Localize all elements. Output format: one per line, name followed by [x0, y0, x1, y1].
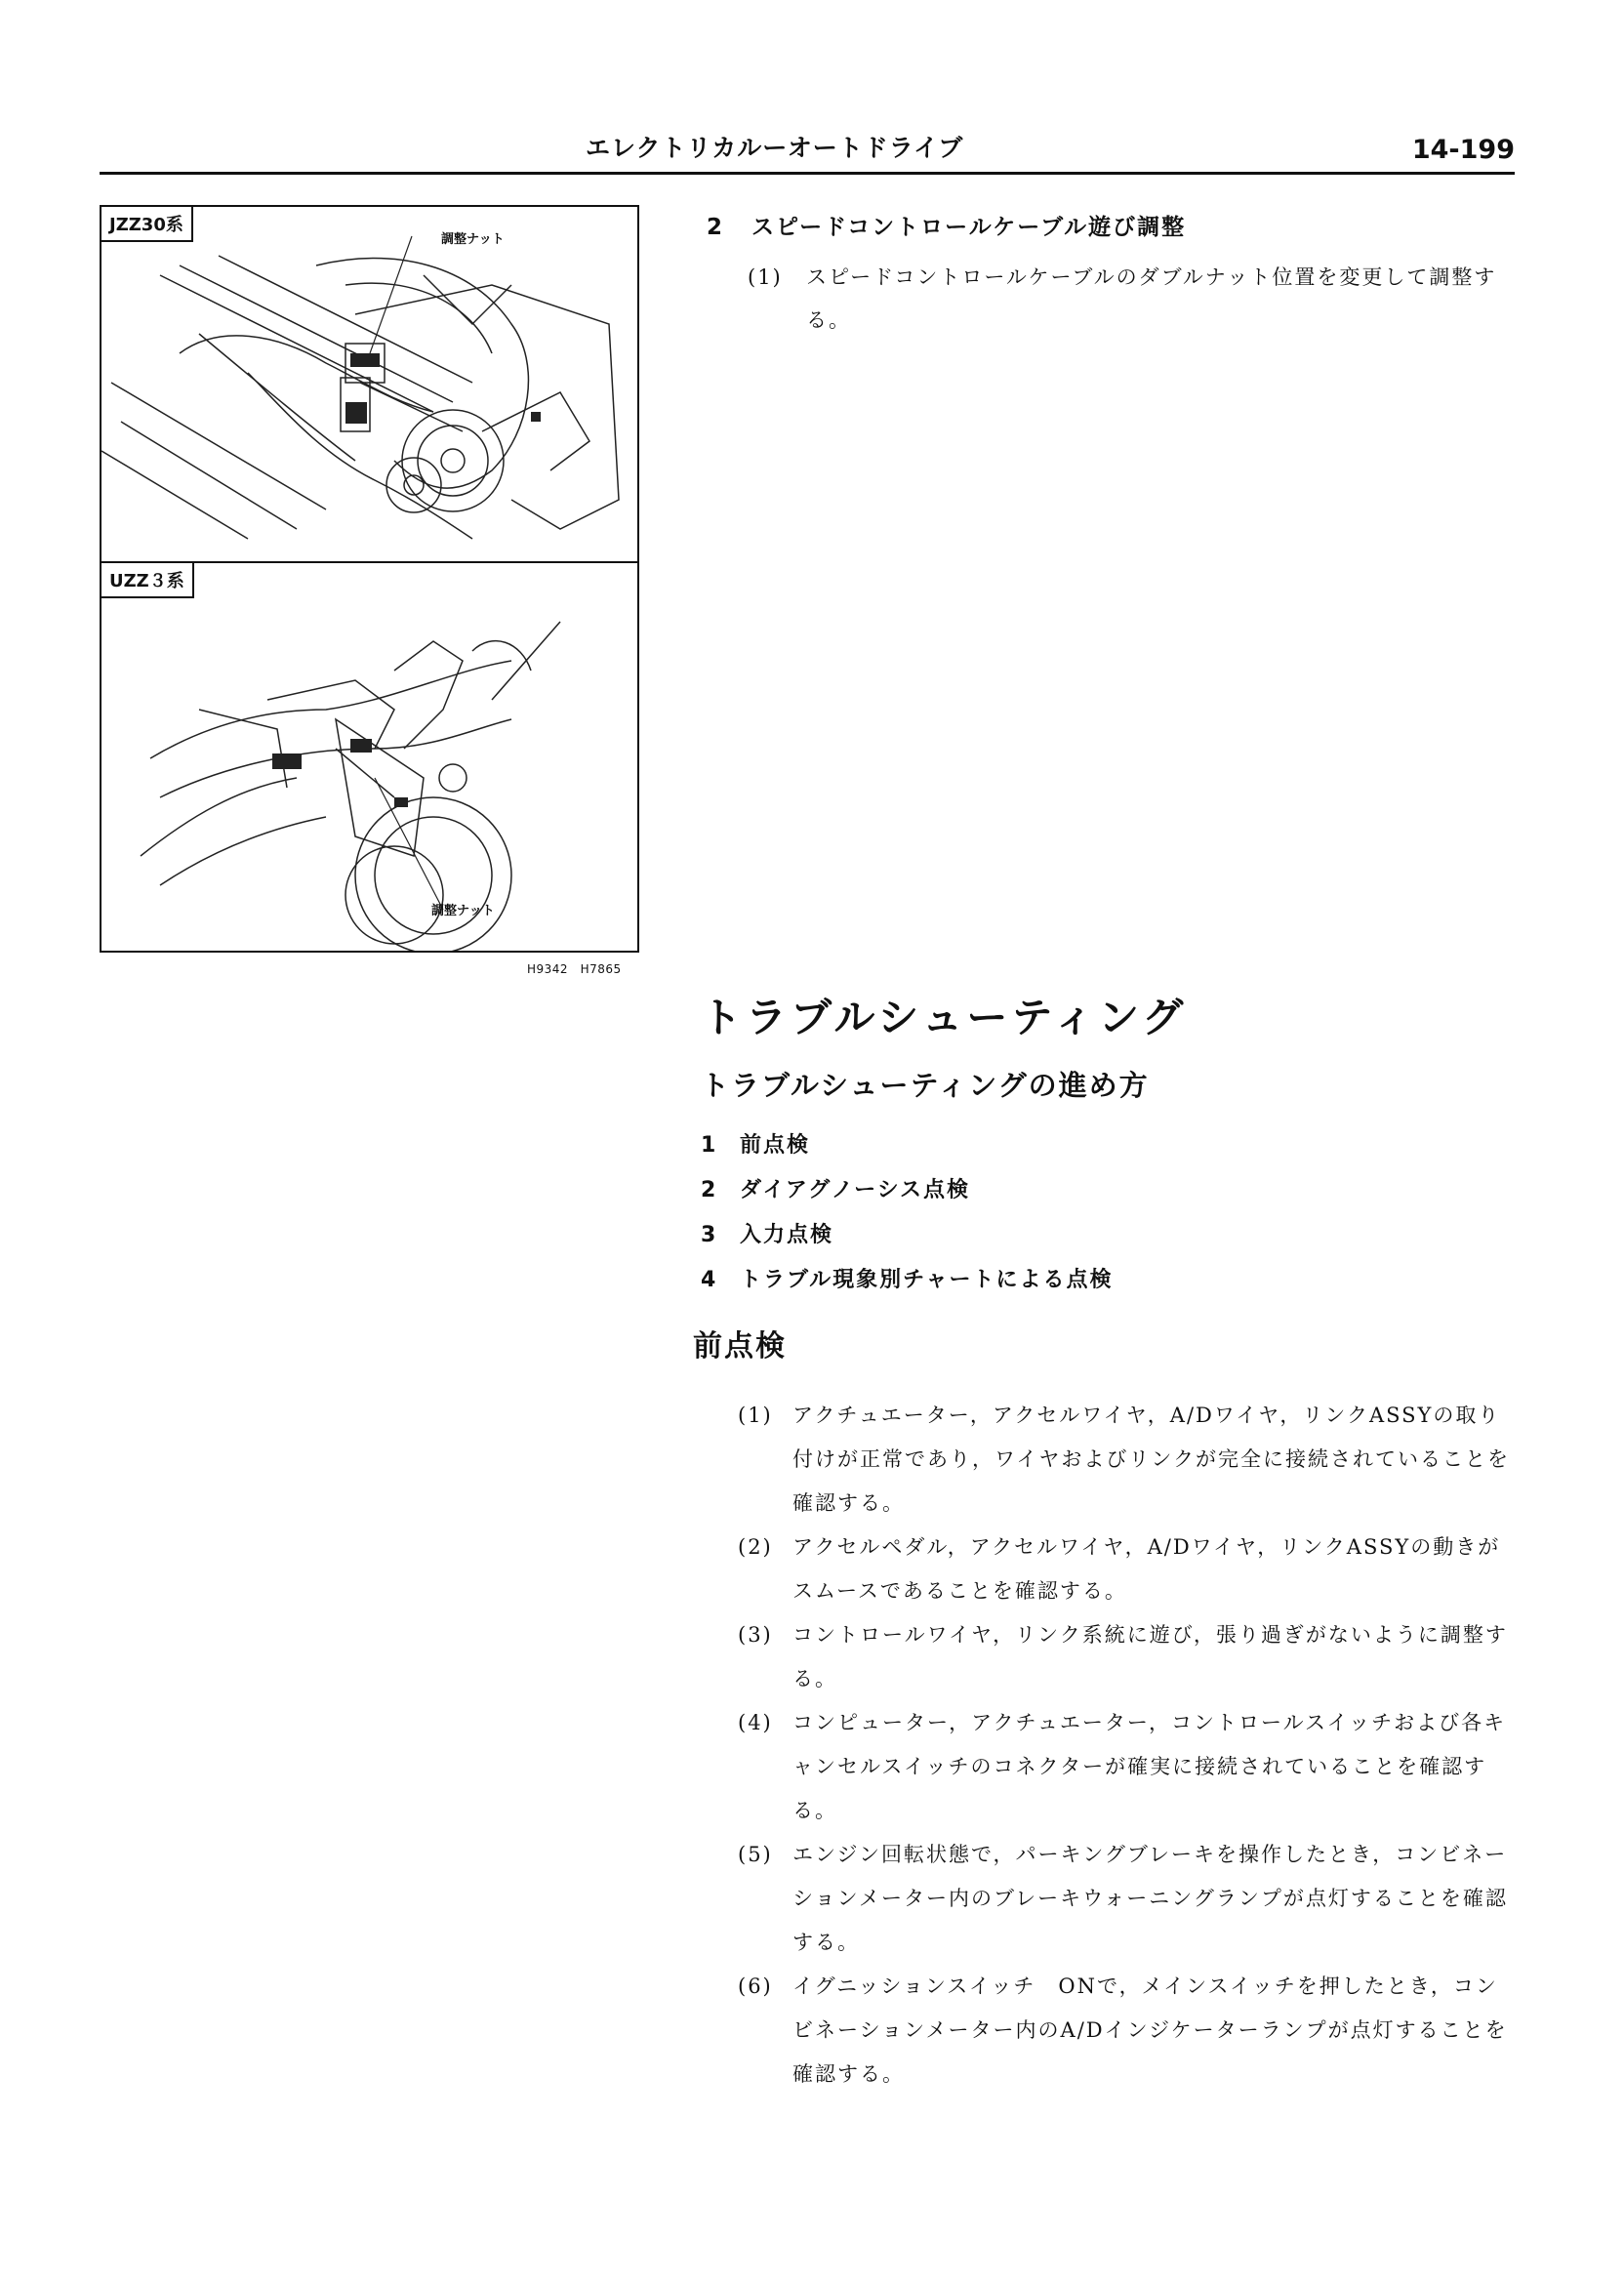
adjusting-nut-callout-bottom: 調整ナット — [431, 904, 495, 918]
item-number: (6) — [738, 1975, 773, 1998]
section-title: スピードコントロールケーブル遊び調整 — [751, 215, 1187, 240]
item-number: (2) — [738, 1535, 773, 1559]
figure-codes: H9342 H7865 — [527, 962, 622, 976]
toc-label: ダイアグノーシス点検 — [740, 1178, 971, 1202]
pre-check-list — [738, 1394, 1519, 2097]
pre-check-item — [738, 1833, 1519, 1965]
toc-label: 前点検 — [740, 1133, 811, 1158]
item-number: (5) — [738, 1843, 773, 1866]
header-rule — [100, 172, 1515, 175]
item-text: アクセルペダル，アクセルワイヤ，A/Dワイヤ，リンクASSYの動きがスムースであることを確認する。 — [792, 1535, 1501, 1603]
figure-label-uzz3: UZZ３系 — [102, 563, 194, 598]
item-text: エンジン回転状態で，パーキングブレーキを操作したとき，コンビネーションメーター内のブレーキウォーニングランプが点灯することを確認する。 — [792, 1843, 1508, 1954]
jzz30-engine-illustration — [102, 207, 637, 561]
item-text: イグニッションスイッチ ONで，メインスイッチを押したとき，コンビネーションメーター内のA/Dインジケーターランプが点灯することを確認する。 — [792, 1975, 1508, 2086]
item-number: (4) — [738, 1711, 773, 1734]
toc-item — [701, 1128, 1113, 1173]
section-number: 2 — [707, 215, 725, 240]
toc-label: 入力点検 — [740, 1223, 834, 1247]
pre-check-item — [738, 1613, 1519, 1701]
pre-check-item — [738, 1526, 1519, 1613]
toc-number: 3 — [701, 1223, 718, 1247]
toc-number: 4 — [701, 1268, 718, 1292]
troubleshooting-steps-list — [701, 1128, 1113, 1308]
toc-label: トラブル現象別チャートによる点検 — [740, 1268, 1114, 1292]
pre-check-item — [738, 1701, 1519, 1833]
toc-number: 1 — [701, 1133, 718, 1158]
toc-item — [701, 1218, 1113, 1263]
page-number: 14-199 — [1411, 135, 1515, 165]
adjusting-nut-callout-top: 調整ナット — [441, 232, 505, 247]
pre-check-item — [738, 1965, 1519, 2097]
item-number: (1) — [738, 1404, 773, 1427]
toc-item — [701, 1263, 1113, 1308]
item-text: コンピューター，アクチュエーター，コントロールスイッチおよび各キャンセルスイッチのコネクターが確実に接続されていることを確認する。 — [792, 1711, 1507, 1822]
engine-illustration-figure — [100, 205, 639, 953]
step-text: スピードコントロールケーブルのダブルナット位置を変更して調整する。 — [806, 265, 1497, 332]
troubleshooting-subtitle: トラブルシューティングの進め方 — [701, 1069, 1150, 1102]
item-text: アクチュエーター，アクセルワイヤ，A/Dワイヤ，リンクASSYの取り付けが正常であり，ワイヤおよびリンクが完全に接続されていることを確認する。 — [792, 1404, 1510, 1515]
pre-check-item — [738, 1394, 1519, 1526]
section-heading — [707, 209, 1186, 241]
running-header-title: エレクトリカルーオートドライブ — [586, 134, 964, 162]
troubleshooting-title: トラブルシューティング — [701, 994, 1188, 1041]
uzz3-engine-illustration — [102, 563, 637, 951]
toc-item — [701, 1173, 1113, 1218]
pre-check-title: 前点検 — [693, 1329, 787, 1364]
figure-label-jzz30: JZZ30系 — [102, 207, 193, 242]
item-text: コントロールワイヤ，リンク系統に遊び，張り過ぎがないように調整する。 — [792, 1623, 1508, 1690]
toc-number: 2 — [701, 1178, 718, 1202]
step-number: (1) — [748, 265, 783, 289]
item-number: (3) — [738, 1623, 773, 1647]
section-step — [748, 256, 1519, 342]
